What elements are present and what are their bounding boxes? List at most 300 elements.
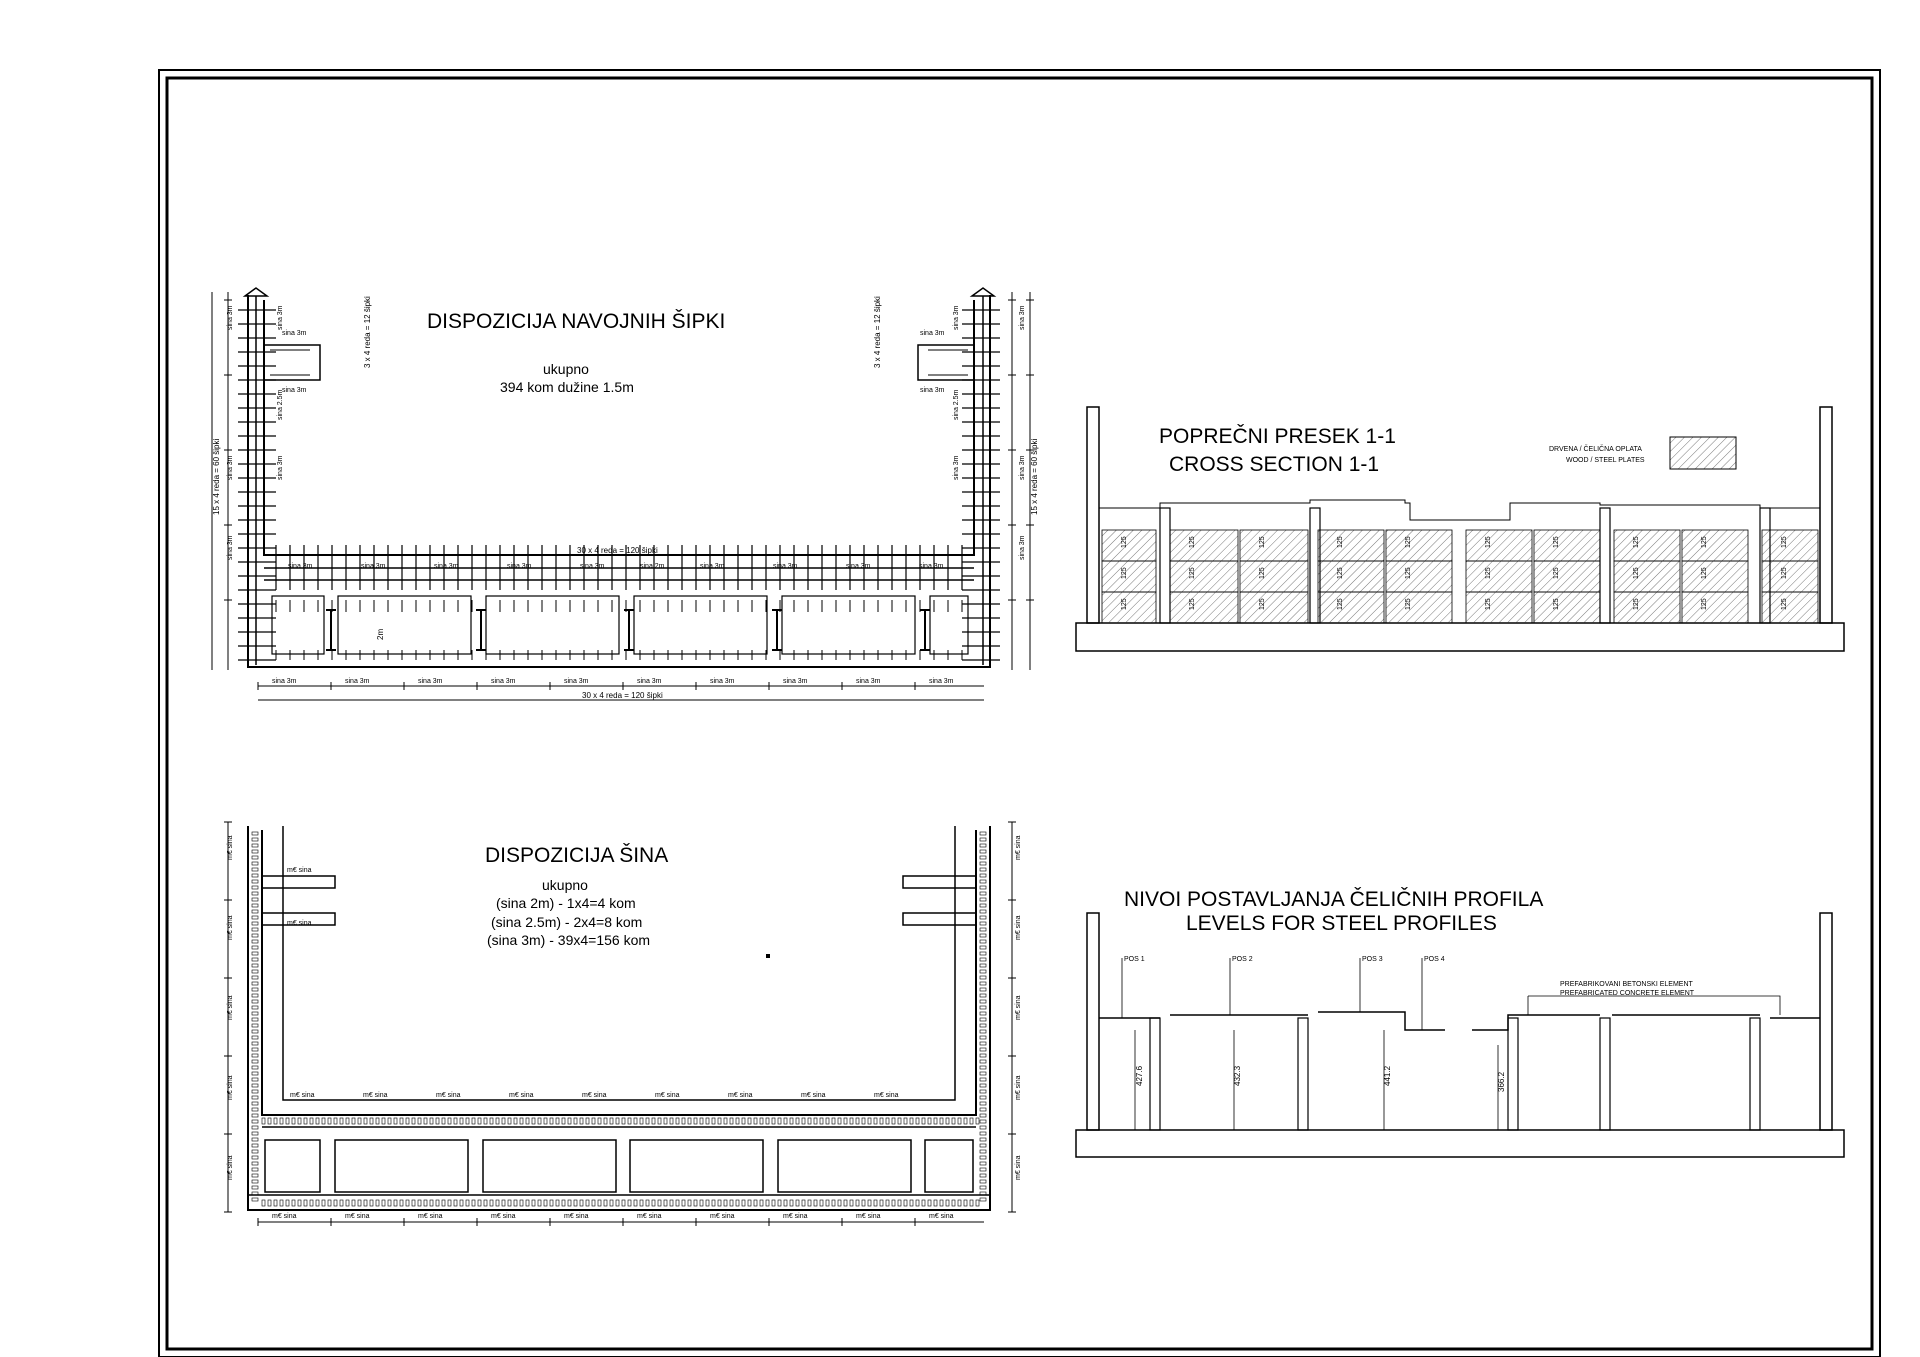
rail-segment [592,1118,595,1124]
rail-segment [280,1118,283,1124]
precast-box [335,1140,468,1192]
formwork-panel [1318,530,1384,561]
rail-segment [826,1118,829,1124]
section-wall-left [1087,407,1099,623]
rail-segment [980,964,986,967]
rail-segment [376,1118,379,1124]
formwork-box [782,596,915,654]
legend-line-1: DRVENA / ČELIČNA OPLATA [1549,446,1642,453]
panel-size-value: 125 [1781,567,1788,579]
rail-segment [252,946,258,949]
rail-label-small: m€ sina [710,1213,735,1220]
rail-segment [252,862,258,865]
rail-segment [400,1200,403,1206]
rail-label-small: m€ sina [1015,835,1022,860]
rail-segment [844,1118,847,1124]
rail-label-small: m€ sina [436,1092,461,1099]
rails-item-3: (sina 3m) - 39x4=156 kom [487,932,651,948]
formwork-panel [1682,561,1748,592]
panel-size-value: 125 [1337,598,1344,610]
rail-segment [980,988,986,991]
rail-segment [916,1200,919,1206]
rail-segment [850,1118,853,1124]
rail-label-25m-left: sina 2.5m [277,389,284,420]
rail-segment [706,1200,709,1206]
rail-segment [364,1118,367,1124]
rail-segment [252,1186,258,1189]
rail-segment [580,1118,583,1124]
rail-segment [574,1200,577,1206]
rail-segment [880,1200,883,1206]
formwork-panel [1466,592,1532,623]
rail-segment [718,1200,721,1206]
rail-label-3m: sina 3m [846,563,871,570]
rail-segment [508,1118,511,1124]
rail-segment [980,1168,986,1171]
rail-segment [670,1200,673,1206]
rail-segment [622,1200,625,1206]
panel-size-value: 125 [1633,598,1640,610]
rail-segment [472,1118,475,1124]
rail-segment [526,1118,529,1124]
rail-segment [252,988,258,991]
formwork-box [338,596,471,654]
rail-segment [856,1118,859,1124]
rail-segment [436,1118,439,1124]
rail-segment [670,1118,673,1124]
rail-segment [694,1200,697,1206]
rail-segment [736,1200,739,1206]
rail-segment [980,1144,986,1147]
rail-label-small: m€ sina [345,1213,370,1220]
rail-label-small: m€ sina [290,1092,315,1099]
rails-item-1: (sina 2m) - 1x4=4 kom [496,895,636,911]
rail-segment [252,1066,258,1069]
rail-segment [640,1118,643,1124]
rail-segment [838,1200,841,1206]
panel-size-value: 125 [1121,536,1128,548]
steel-profile [326,610,336,650]
rail-segment [980,1120,986,1123]
precast-box [630,1140,763,1192]
rail-segment [418,1118,421,1124]
rail-segment [688,1200,691,1206]
rail-segment [252,1072,258,1075]
rail-segment [556,1118,559,1124]
rail-label-small: m€ sina [363,1092,388,1099]
rail-segment [980,832,986,835]
rail-label-small: m€ sina [509,1092,534,1099]
rail-segment [718,1118,721,1124]
rail-segment [252,892,258,895]
rail-segment [980,1114,986,1117]
rail-segment [252,1102,258,1105]
rail-segment [478,1200,481,1206]
rail-segment [334,1200,337,1206]
rail-label-2m: sina 2m [640,563,665,570]
rail-segment [424,1200,427,1206]
rail-segment [252,994,258,997]
rail-segment [808,1118,811,1124]
rail-segment [448,1118,451,1124]
rail-segment [796,1200,799,1206]
rail-segment [700,1200,703,1206]
rail-segment [340,1200,343,1206]
rail-segment [934,1118,937,1124]
rail-segment [252,1168,258,1171]
rail-segment [856,1200,859,1206]
rail-segment [820,1200,823,1206]
rail-segment [252,844,258,847]
rail-segment [980,910,986,913]
rail-segment [252,1000,258,1003]
rail-segment [430,1200,433,1206]
rail-segment [980,1066,986,1069]
rail-segment [766,1200,769,1206]
levels-wall-left [1087,913,1099,1130]
rail-segment [604,1200,607,1206]
rail-segment [980,838,986,841]
rods-count-corner-left: 3 x 4 reda = 12 šipki [363,296,372,368]
rail-label-25m-right: sina 2.5m [953,389,960,420]
formwork-panel [1682,530,1748,561]
rail-segment [970,1200,973,1206]
panel-size-value: 125 [1259,536,1266,548]
rail-segment [980,1150,986,1153]
rail-segment [622,1118,625,1124]
rail-segment [520,1200,523,1206]
formwork-box [486,596,619,654]
rail-segment [412,1200,415,1206]
rail-segment [496,1118,499,1124]
rail-segment [406,1200,409,1206]
rail-segment [628,1200,631,1206]
rail-segment [970,1118,973,1124]
rail-segment [252,940,258,943]
rail-segment [520,1118,523,1124]
rail-segment [252,1132,258,1135]
rail-segment [328,1200,331,1206]
rail-segment [790,1118,793,1124]
rail-label-3m: sina 3m [418,678,443,685]
level-post [1600,1018,1610,1130]
rail-segment [268,1118,271,1124]
rail-segment [640,1200,643,1206]
steel-profile [772,610,782,650]
rail-segment [298,1200,301,1206]
rail-label-3m: sina 3m [1019,305,1026,330]
rail-segment [376,1200,379,1206]
rail-segment [252,880,258,883]
rail-segment [538,1200,541,1206]
formwork-panel [1614,530,1680,561]
rail-segment [980,1132,986,1135]
formwork-panel [1240,592,1308,623]
rail-segment [964,1118,967,1124]
formwork-panel [1534,530,1600,561]
rail-segment [466,1118,469,1124]
rail-segment [980,1162,986,1165]
rail-segment [252,868,258,871]
rail-label-small: m€ sina [287,920,312,927]
rail-segment [976,1118,979,1124]
formwork-panel [1102,530,1156,561]
rail-segment [252,916,258,919]
formwork-panel [1318,592,1384,623]
rail-segment [382,1118,385,1124]
rail-segment [646,1118,649,1124]
rail-segment [252,952,258,955]
rail-segment [562,1200,565,1206]
rail-segment [442,1200,445,1206]
level-post [1508,1018,1518,1130]
panel-size-value: 125 [1553,567,1560,579]
rail-segment [980,1156,986,1159]
rail-segment [904,1200,907,1206]
rail-segment [424,1118,427,1124]
rail-segment [980,850,986,853]
rods-total-value: 394 kom dužine 1.5m [500,379,634,395]
panel-size-value: 125 [1633,567,1640,579]
rail-segment [592,1200,595,1206]
formwork-panel [1682,592,1748,623]
rail-segment [980,1036,986,1039]
panel-size-value: 125 [1553,536,1560,548]
rail-segment [724,1200,727,1206]
rail-segment [754,1200,757,1206]
rail-segment [980,1078,986,1081]
section-post [1600,508,1610,623]
rail-segment [252,934,258,937]
rail-segment [958,1200,961,1206]
rail-segment [252,958,258,961]
panel-size-value: 125 [1189,598,1196,610]
rail-segment [964,1200,967,1206]
rail-segment [892,1118,895,1124]
panel-size-value: 125 [1121,598,1128,610]
rail-segment [980,1048,986,1051]
rail-segment [760,1200,763,1206]
rails-item-2: (sina 2.5m) - 2x4=8 kom [491,914,643,930]
rail-segment [252,838,258,841]
rail-segment [352,1200,355,1206]
rail-label-3m: sina 3m [227,305,234,330]
rail-label-3m: sina 3m [773,563,798,570]
level-post [1150,1018,1160,1130]
rail-segment [252,1120,258,1123]
panel-size-value: 125 [1633,536,1640,548]
rail-segment [286,1118,289,1124]
rail-label-3m: sina 3m [564,678,589,685]
formwork-panel [1240,530,1308,561]
rail-segment [980,1180,986,1183]
rail-segment [706,1118,709,1124]
rail-segment [252,1114,258,1117]
rail-segment [328,1118,331,1124]
formwork-panel [1614,561,1680,592]
rail-segment [980,1054,986,1057]
rail-label-small: m€ sina [801,1092,826,1099]
panel-size-value: 125 [1781,598,1788,610]
formwork-panel [1534,561,1600,592]
rail-segment [634,1118,637,1124]
panel-size-value: 125 [1485,567,1492,579]
rail-segment [760,1118,763,1124]
rail-segment [980,1060,986,1063]
rail-label-3m: sina 3m [434,563,459,570]
level-3-value: 441.2 [1383,1065,1392,1086]
rail-segment [252,1060,258,1063]
precast-box [925,1140,973,1192]
rail-label-small: m€ sina [1015,995,1022,1020]
rail-segment [484,1118,487,1124]
rail-segment [252,898,258,901]
rail-segment [980,970,986,973]
rail-segment [252,1030,258,1033]
rail-segment [682,1200,685,1206]
rail-segment [388,1200,391,1206]
threaded-rods-plan [212,288,1039,700]
panel-size-value: 125 [1337,536,1344,548]
rail-segment [946,1200,949,1206]
rail-label-3m: sina 3m [491,678,516,685]
rail-segment [628,1118,631,1124]
rail-segment [980,1018,986,1021]
rail-label-3m: sina 3m [929,678,954,685]
rail-segment [252,1024,258,1027]
rail-segment [400,1118,403,1124]
rail-segment [490,1118,493,1124]
formwork-panel [1466,530,1532,561]
rail-segment [252,1138,258,1141]
rail-segment [364,1200,367,1206]
rail-segment [252,856,258,859]
rail-segment [874,1118,877,1124]
levels-wall-right [1820,913,1832,1130]
formwork-panel [1102,561,1156,592]
rail-segment [694,1118,697,1124]
rail-label-3m: sina 3m [361,563,386,570]
rail-segment [748,1118,751,1124]
rail-segment [322,1200,325,1206]
rail-segment [980,1024,986,1027]
rail-segment [980,898,986,901]
rail-segment [658,1200,661,1206]
pos-1-label: POS 1 [1124,956,1145,963]
rail-segment [586,1200,589,1206]
rail-segment [980,1084,986,1087]
rail-label-3m: sina 3m [1019,455,1026,480]
rods-count-bottom: 30 x 4 reda = 120 šipki [582,691,663,700]
rail-segment [664,1118,667,1124]
rail-segment [802,1200,805,1206]
rail-segment [252,832,258,835]
cross-section-1-1 [1076,407,1844,651]
rail-segment [898,1118,901,1124]
rail-label-3m: sina 3m [282,330,307,337]
steel-profile [624,610,634,650]
level-post [1298,1018,1308,1130]
rail-segment [252,1162,258,1165]
rail-segment [940,1118,943,1124]
rail-segment [574,1118,577,1124]
rail-segment [980,1138,986,1141]
rail-segment [928,1200,931,1206]
rail-label-3m: sina 3m [227,455,234,480]
formwork-panel [1386,530,1452,561]
rail-segment [316,1200,319,1206]
rail-segment [514,1200,517,1206]
section-base [1076,623,1844,651]
rail-label-small: m€ sina [227,995,234,1020]
rail-segment [252,1150,258,1153]
rail-segment [454,1118,457,1124]
rail-segment [252,850,258,853]
rail-segment [832,1118,835,1124]
rail-segment [412,1118,415,1124]
rods-total-label: ukupno [543,361,589,377]
panel-size-value: 125 [1701,536,1708,548]
pos-3-label: POS 3 [1362,956,1383,963]
precast-box [483,1140,616,1192]
rail-segment [252,982,258,985]
rail-segment [616,1200,619,1206]
drawing-dot [766,954,770,958]
rail-segment [286,1200,289,1206]
rail-segment [980,1198,986,1201]
legend-line-2: WOOD / STEEL PLATES [1566,457,1645,464]
rail-segment [814,1118,817,1124]
rail-segment [252,1180,258,1183]
rail-segment [892,1200,895,1206]
rail-segment [880,1118,883,1124]
rail-segment [958,1118,961,1124]
panel-size-value: 125 [1337,567,1344,579]
rail-segment [700,1118,703,1124]
rail-segment [304,1200,307,1206]
rail-segment [832,1200,835,1206]
rail-segment [980,1102,986,1105]
rail-segment [980,1174,986,1177]
rail-segment [252,964,258,967]
rail-label-3m: sina 3m [580,563,605,570]
rail-segment [252,1144,258,1147]
precast-box [265,1140,320,1192]
rail-label-small: m€ sina [272,1213,297,1220]
rail-segment [252,1108,258,1111]
rail-segment [568,1200,571,1206]
rail-segment [664,1200,667,1206]
rail-segment [980,1030,986,1033]
formwork-panel [1318,561,1384,592]
rail-segment [252,970,258,973]
rail-label-3m: sina 3m [272,678,297,685]
rail-segment [460,1118,463,1124]
rail-segment [796,1118,799,1124]
rail-label-3m: sina 3m [783,678,808,685]
rail-segment [652,1118,655,1124]
rail-label-small: m€ sina [728,1092,753,1099]
rail-segment [292,1118,295,1124]
rail-segment [252,1126,258,1129]
rail-segment [980,1042,986,1045]
rail-segment [904,1118,907,1124]
rail-label-3m: sina 3m [345,678,370,685]
rail-segment [980,1012,986,1015]
section-post [1160,508,1170,623]
rail-segment [980,958,986,961]
rail-segment [808,1200,811,1206]
